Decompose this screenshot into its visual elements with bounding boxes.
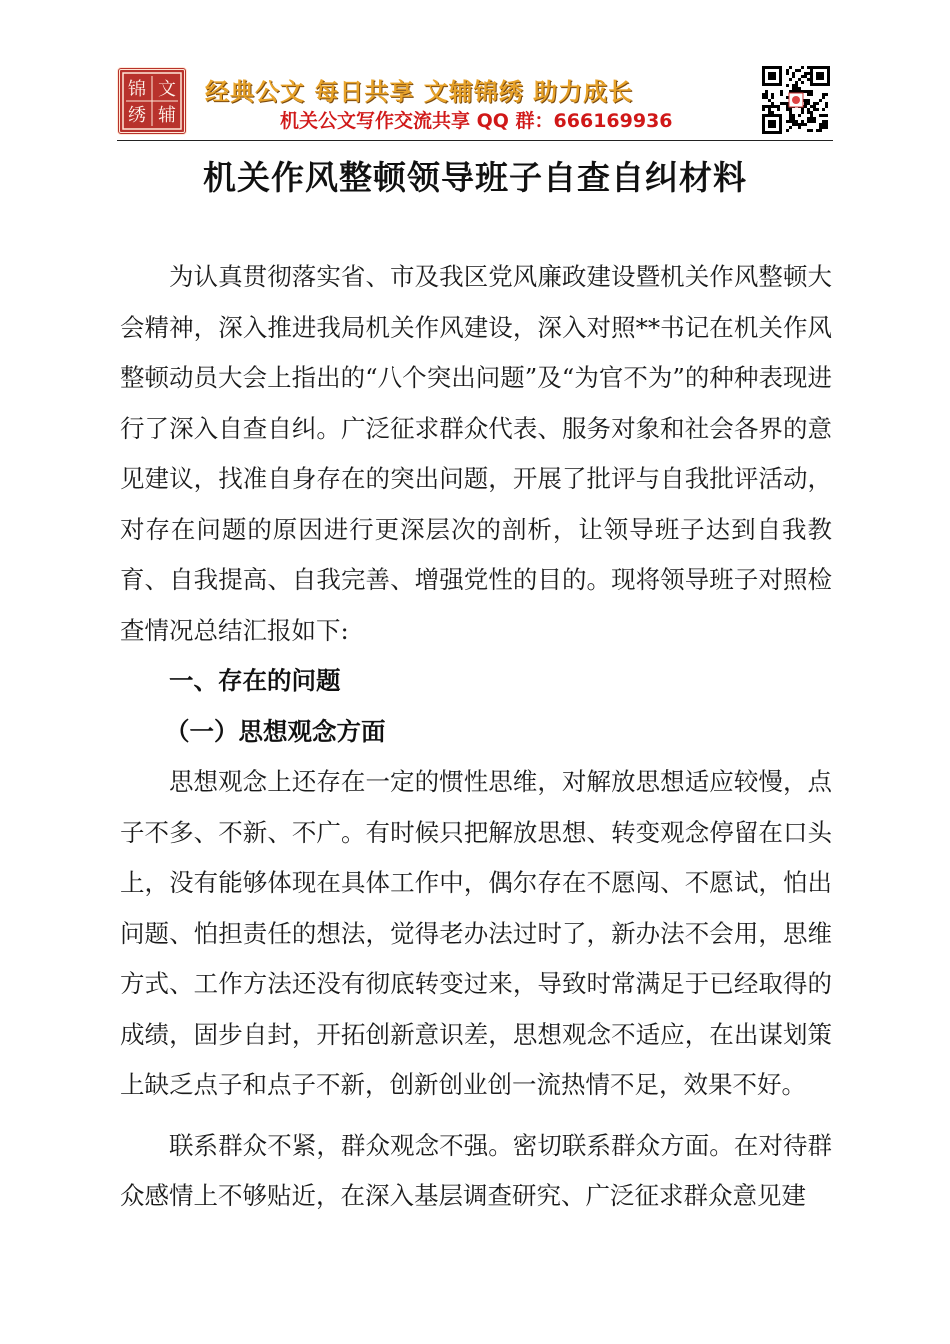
logo-char: 绣 [128, 105, 146, 126]
logo-char: 锦 [128, 79, 146, 100]
brand-logo [117, 67, 187, 135]
page-header [0, 0, 950, 145]
section-heading: 一、存在的问题 [169, 666, 341, 695]
header-divider [117, 140, 833, 141]
qq-group-line: 机关公文写作交流共享 QQ 群：666169936 [280, 110, 673, 132]
document-body [120, 252, 832, 1222]
logo-char: 辅 [158, 105, 176, 126]
logo-char: 文 [158, 79, 176, 100]
body-paragraph: 思想观念上还存在一定的惯性思维，对解放思想适应较慢，点子不多、不新、不广。有时候只把解放思想、转变观念停留在口头上，没有能够体现在具体工作中，偶尔存在不愿闯、不愿试，怕出问题、怕担责任的想法，觉得老办法过时了，新办法不会用，思维方式、工作方法还没有彻底转变过来，导致时常满足于已经取得的成绩，固步自封，开拓创新意识差，思想观念不适应，在出谋划策上缺乏点子和点子不新，创新创业创一流热情不足，效果不好。 [120, 767, 832, 1099]
qr-code-icon [760, 64, 832, 136]
header-slogan: 经典公文 每日共享 文辅锦绣 助力成长 [205, 78, 634, 106]
intro-paragraph: 为认真贯彻落实省、市及我区党风廉政建设暨机关作风整顿大会精神，深入推进我局机关作风建设，深入对照**书记在机关作风整顿动员大会上指出的“八个突出问题”及“为官不为”的种种表现进行了深入自查自纠。广泛征求群众代表、服务对象和社会各界的意见建议，找准自身存在的突出问题，开展了批评与自我批评活动，对存在问题的原因进行更深层次的剖析，让领导班子达到自我教育、自我提高、自我完善、增强党性的目的。现将领导班子对照检查情况总结汇报如下: [120, 262, 832, 645]
body-paragraph: 联系群众不紧，群众观念不强。密切联系群众方面。在对待群众感情上不够贴近，在深入基层调查研究、广泛征求群众意见建 [120, 1130, 832, 1210]
document-title: 机关作风整顿领导班子自查自纠材料 [203, 158, 747, 197]
subsection-heading: （一）思想观念方面 [165, 716, 386, 746]
logo-seal-icon [120, 70, 184, 132]
